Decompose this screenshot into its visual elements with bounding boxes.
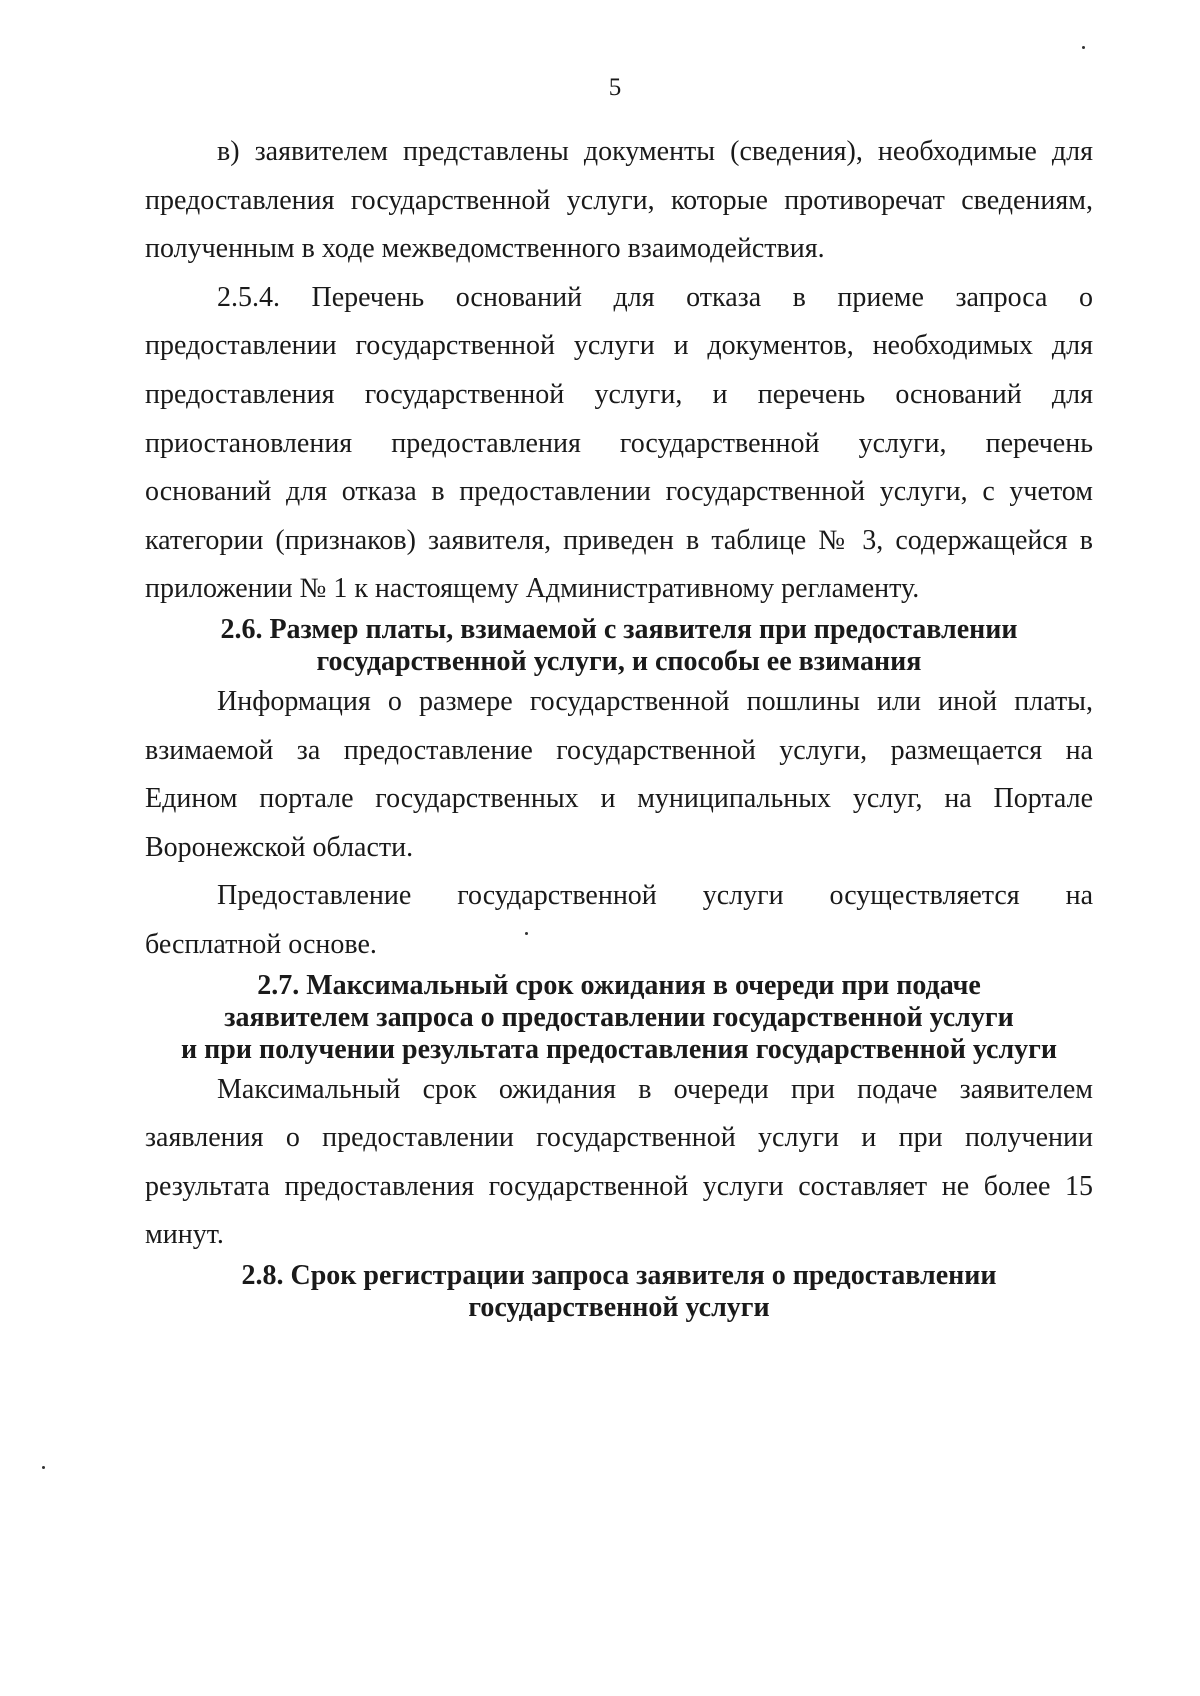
- paragraph-free-service: Предоставление государственной услуги осуществляется на: [217, 880, 1093, 912]
- scan-speck: [42, 1466, 45, 1469]
- page-number: 5: [608, 74, 622, 101]
- paragraph-fee-info: Информация о размере государственной пошлины или иной платы, взимаемой за предоставление государственной услуги, размещается на Едином портале государственных и муниципальных услуг, на Портале Воронежской области.: [145, 685, 1093, 863]
- heading-line: и при получении результата предоставления государственной услуги: [181, 1033, 1057, 1065]
- heading-line: государственной услуги, и способы ее взимания: [316, 645, 922, 677]
- section-heading-2-7: [145, 970, 1093, 1066]
- paragraph-item-v: в) заявителем представлены документы (сведения), необходимые для предоставления государственной услуги, которые противоречат сведениям, полученным в ходе межведомственного взаимодействия.: [145, 136, 1093, 265]
- heading-line: государственной услуги: [468, 1291, 770, 1323]
- heading-line: 2.6. Размер платы, взимаемой с заявителя при предоставлении: [220, 613, 1018, 645]
- document-body: [145, 128, 1093, 1324]
- heading-line: заявителем запроса о предоставлении государственной услуги: [224, 1001, 1014, 1033]
- section-heading-2-6: [145, 614, 1093, 678]
- paragraph-free-service-cont: бесплатной основе.: [145, 928, 377, 960]
- paragraph-wait-time: Максимальный срок ожидания в очереди при подаче заявителем заявления о предоставлении государственной услуги и при получении результата предоставления государственной услуги составляет не более 15 минут.: [145, 1073, 1093, 1251]
- scan-speck: [1082, 46, 1085, 49]
- heading-line: 2.8. Срок регистрации запроса заявителя о предоставлении: [241, 1259, 997, 1291]
- heading-line: 2.7. Максимальный срок ожидания в очереди при подаче: [257, 969, 981, 1001]
- section-heading-2-8: [145, 1260, 1093, 1324]
- paragraph-2-5-4: 2.5.4. Перечень оснований для отказа в приеме запроса о предоставлении государственной услуги и документов, необходимых для предоставления государственной услуги, и перечень оснований для приостановления предоставления государственной услуги, перечень оснований для отказа в предоставлении государственной услуги, с учетом категории (признаков) заявителя, приведен в таблице № 3, содержащейся в приложении № 1 к настоящему Административному регламенту.: [145, 281, 1093, 605]
